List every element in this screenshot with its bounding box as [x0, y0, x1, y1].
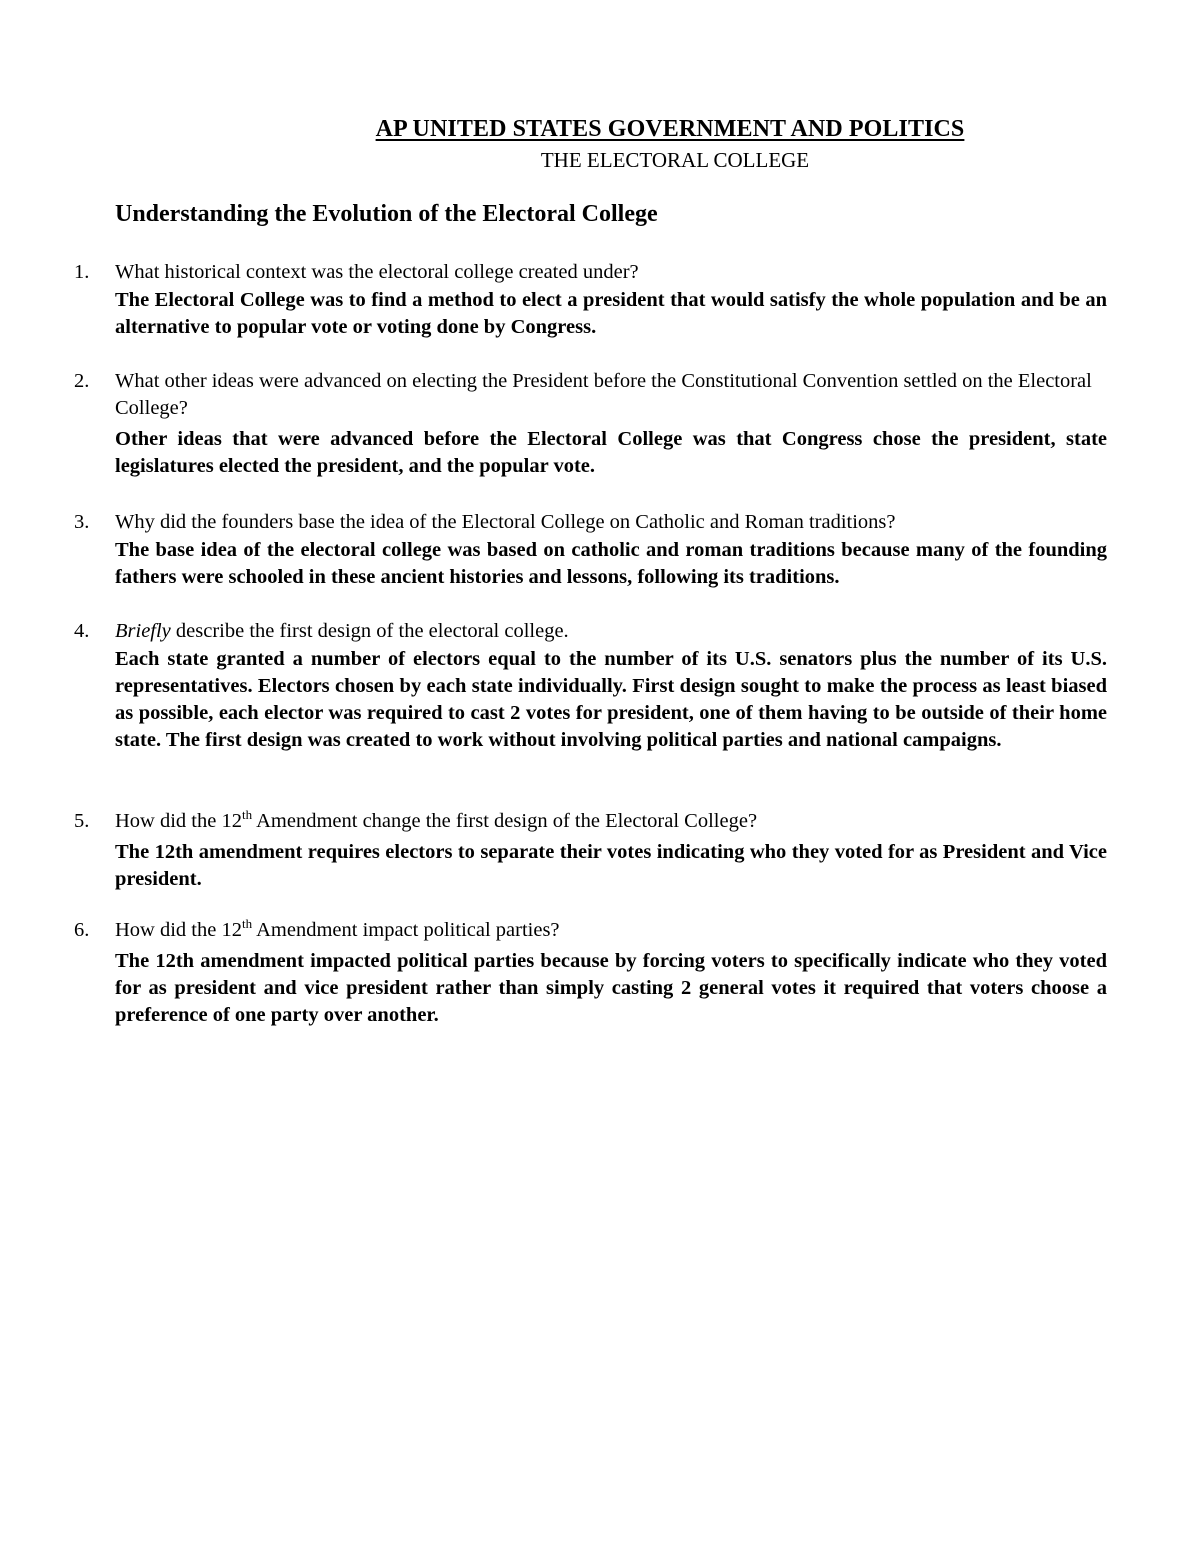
question-number: 3. — [74, 511, 90, 533]
question-text: Why did the founders base the idea of the Electoral College on Catholic and Roman traditions? — [115, 511, 896, 533]
question-text — [115, 618, 1107, 645]
document-subtitle: THE ELECTORAL COLLEGE — [540, 148, 810, 172]
question-after: Amendment change the first design of the Electoral College? — [252, 810, 758, 832]
answer-text: The 12th amendment impacted political parties because by forcing voters to specifically indicate who they voted for as president and vice president rather than simply casting 2 general votes it required that voters choose a preference of one party over another. — [115, 950, 1107, 1026]
question-text: What historical context was the electoral college created under? — [115, 261, 639, 283]
answer-text: Each state granted a number of electors equal to the number of its U.S. senators plus the number of its U.S. representatives. Electors chosen by each state individually. First design sought to make the process as least biased as possible, each elector was required to cast 2 votes for president, one of them having to be outside of their home state. The first design was created to work without involving political parties and national campaigns. — [115, 648, 1107, 751]
answer-text: The Electoral College was to find a method to elect a president that would satisfy the whole population and be an alternative to popular vote or voting done by Congress. — [115, 289, 1107, 338]
question-number: 1. — [74, 261, 90, 283]
question-number: 6. — [74, 919, 90, 941]
question-item-2 — [74, 368, 1107, 480]
question-item-5 — [74, 807, 1107, 893]
question-item-1 — [74, 259, 1107, 341]
question-before: How did the 12 — [115, 919, 242, 941]
section-heading: Understanding the Evolution of the Electoral College — [115, 201, 658, 227]
answer-text: The base idea of the electoral college was based on catholic and roman traditions because many of the founding fathers were schooled in these ancient histories and lessons, following its traditions. — [115, 539, 1107, 588]
question-item-6 — [74, 916, 1107, 1029]
question-text — [115, 808, 1107, 835]
question-text: What other ideas were advanced on electing the President before the Constitutional Convention settled on the Electoral College? — [115, 370, 1092, 419]
question-superscript: th — [241, 916, 253, 931]
question-emphasis: Briefly — [115, 620, 171, 642]
answer-text: The 12th amendment requires electors to separate their votes indicating who they voted for as President and Vice president. — [115, 841, 1107, 890]
question-text — [115, 917, 1107, 944]
question-before: How did the 12 — [115, 810, 242, 832]
question-after: Amendment impact political parties? — [252, 919, 560, 941]
document-title: AP UNITED STATES GOVERNMENT AND POLITICS — [375, 116, 965, 142]
question-item-4 — [74, 618, 1107, 754]
question-number: 2. — [74, 370, 90, 392]
question-rest: describe the first design of the electoral college. — [170, 620, 569, 642]
question-item-3 — [74, 509, 1107, 591]
question-number: 4. — [74, 620, 90, 642]
answer-text: Other ideas that were advanced before the Electoral College was that Congress chose the president, state legislatures elected the president, and the popular vote. — [115, 428, 1107, 477]
question-superscript: th — [241, 807, 253, 822]
question-number: 5. — [74, 810, 90, 832]
